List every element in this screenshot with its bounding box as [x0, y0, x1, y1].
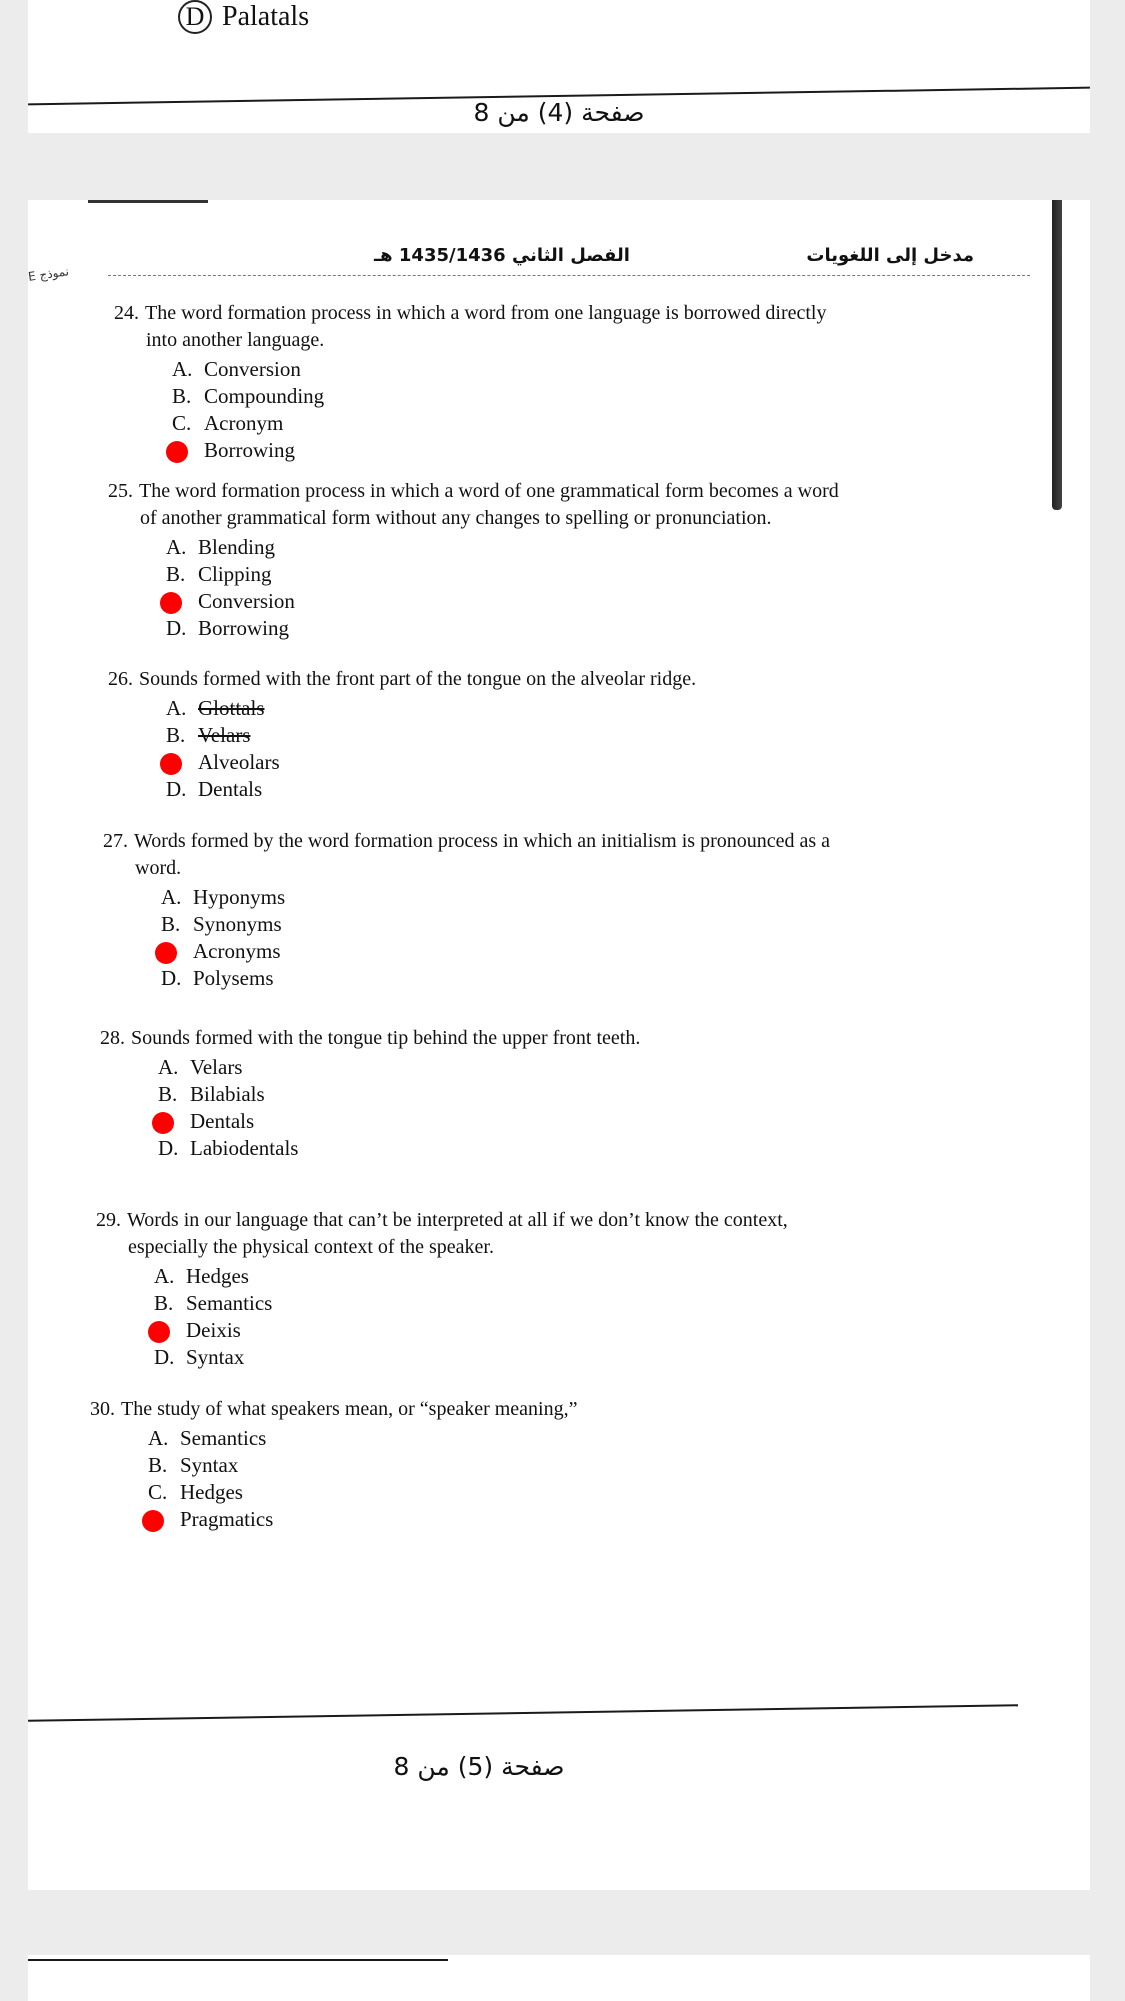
option-letter: B. [166, 562, 186, 586]
answer-option[interactable] [166, 588, 988, 615]
footer-rule [28, 1704, 1018, 1722]
option-text: Synonyms [193, 912, 282, 936]
answer-option[interactable] [166, 695, 988, 722]
answer-option[interactable] [172, 356, 994, 383]
option-text: Clipping [198, 562, 272, 586]
answer-option[interactable] [166, 561, 988, 588]
answer-option[interactable] [148, 1425, 970, 1452]
scan-mark [88, 200, 208, 203]
option-text: Borrowing [204, 438, 295, 462]
option-letter: D. [158, 1136, 179, 1160]
option-letter: B. [148, 1453, 168, 1477]
option-text: Pragmatics [180, 1507, 274, 1531]
option-letter: A. [154, 1264, 175, 1288]
selected-answer-mark [160, 592, 182, 614]
selected-answer-mark [155, 942, 177, 964]
option-text: Conversion [198, 589, 295, 613]
next-page [28, 1955, 1090, 2001]
course-title: مدخل إلى اللغويات [800, 245, 980, 266]
answer-options [166, 695, 988, 803]
question-text-continued: of another grammatical form without any changes to spelling or pronunciation. [140, 507, 772, 529]
answer-option[interactable] [166, 615, 988, 642]
option-letter: A. [166, 535, 187, 559]
question-stem [100, 1025, 980, 1052]
option-text: Compounding [204, 384, 325, 408]
question-24 [114, 300, 994, 464]
answer-option[interactable] [161, 884, 983, 911]
question-stem [108, 666, 988, 693]
question-number: 25. [108, 480, 133, 502]
option-letter: A. [161, 885, 182, 909]
option-text: Syntax [180, 1453, 239, 1477]
page-number-footer: صفحة (4) من 8 [473, 98, 645, 127]
question-number: 28. [100, 1027, 125, 1049]
answer-option[interactable] [148, 1452, 970, 1479]
answer-option[interactable] [158, 1054, 980, 1081]
question-text-continued: especially the physical context of the speaker. [128, 1236, 494, 1258]
answer-option[interactable] [158, 1135, 980, 1162]
answer-option[interactable] [172, 383, 994, 410]
question-number: 29. [96, 1209, 121, 1231]
selected-answer-mark [148, 1321, 170, 1343]
option-text: Hedges [180, 1480, 243, 1504]
option-text: Syntax [186, 1345, 245, 1369]
answer-option[interactable] [166, 534, 988, 561]
previous-page [28, 0, 1090, 133]
option-text: Palatals [222, 1, 310, 32]
option-text: Velars [190, 1055, 243, 1079]
option-letter: A. [148, 1426, 169, 1450]
option-letter: D. [161, 966, 182, 990]
answer-option[interactable] [166, 749, 988, 776]
question-text: Sounds formed with the tongue tip behind the upper front teeth. [131, 1027, 641, 1049]
question-26 [108, 666, 988, 803]
question-stem [114, 300, 994, 354]
option-text: Dentals [190, 1109, 255, 1133]
question-number: 27. [103, 830, 128, 852]
question-text: Sounds formed with the front part of the tongue on the alveolar ridge. [139, 668, 697, 690]
answer-option[interactable] [154, 1290, 976, 1317]
option-text: Semantics [186, 1291, 273, 1315]
option-text: Dentals [198, 777, 263, 801]
next-page-rule [28, 1959, 448, 1961]
question-stem [96, 1207, 976, 1261]
answer-option[interactable] [161, 911, 983, 938]
option-text: Conversion [204, 357, 301, 381]
option-letter: B. [158, 1082, 178, 1106]
option-text: Acronym [204, 411, 284, 435]
option-text: Acronyms [193, 939, 281, 963]
question-text: Words formed by the word formation process in which an initialism is pronounced as a [134, 830, 831, 852]
option-text: Velars [198, 723, 251, 747]
header-rule [108, 275, 1030, 276]
option-text: Semantics [180, 1426, 267, 1450]
option-text: Polysems [193, 966, 274, 990]
answer-option[interactable] [158, 1108, 980, 1135]
answer-option[interactable] [172, 410, 994, 437]
answer-option[interactable] [172, 437, 994, 464]
question-number: 30. [90, 1398, 115, 1420]
semester-label: الفصل الثاني 1435/1436 هـ [368, 245, 636, 266]
page-header [28, 245, 1090, 285]
answer-options [172, 356, 994, 464]
exam-page [28, 200, 1090, 1890]
question-text: The word formation process in which a word from one language is borrowed directly [145, 302, 827, 324]
question-text: The study of what speakers mean, or “speaker meaning,” [121, 1398, 578, 1420]
option-letter: A. [166, 696, 187, 720]
selected-answer-mark [160, 753, 182, 775]
selected-answer-mark [152, 1112, 174, 1134]
answer-options [154, 1263, 976, 1371]
answer-option[interactable] [166, 722, 988, 749]
answer-option[interactable] [158, 1081, 980, 1108]
question-text: The word formation process in which a word of one grammatical form becomes a word [139, 480, 839, 502]
answer-options [166, 534, 988, 642]
selected-answer-mark [166, 441, 188, 463]
question-25 [108, 478, 988, 642]
form-label: نموذج E [27, 264, 70, 284]
option-letter: B. [154, 1291, 174, 1315]
question-stem [90, 1396, 970, 1423]
option-text: Labiodentals [190, 1136, 299, 1160]
option-text: Hedges [186, 1264, 249, 1288]
answer-option[interactable] [154, 1317, 976, 1344]
question-text-continued: into another language. [146, 329, 325, 351]
question-27 [103, 828, 983, 992]
answer-option[interactable] [161, 965, 983, 992]
answer-option[interactable] [148, 1506, 970, 1533]
option-text: Borrowing [198, 616, 289, 640]
option-text: Deixis [186, 1318, 241, 1342]
question-29 [96, 1207, 976, 1371]
option-letter: D. [154, 1345, 175, 1369]
option-text: Alveolars [198, 750, 280, 774]
answer-option[interactable] [166, 776, 988, 803]
question-text-continued: word. [135, 857, 182, 879]
question-30 [90, 1396, 970, 1533]
option-letter: C. [148, 1480, 168, 1504]
answer-option[interactable] [154, 1344, 976, 1371]
option-letter: B. [172, 384, 192, 408]
question-stem [103, 828, 983, 882]
option-letter: A. [158, 1055, 179, 1079]
answer-option[interactable] [154, 1263, 976, 1290]
option-letter: D. [166, 616, 187, 640]
option-text: Glottals [198, 696, 265, 720]
answer-options [158, 1054, 980, 1162]
question-number: 26. [108, 668, 133, 690]
previous-page-last-option [178, 0, 309, 34]
option-text: Hyponyms [193, 885, 286, 909]
option-letter: B. [161, 912, 181, 936]
answer-option[interactable] [148, 1479, 970, 1506]
answer-options [148, 1425, 970, 1533]
page-number-footer: صفحة (5) من 8 [393, 1752, 565, 1781]
question-number: 24. [114, 302, 139, 324]
option-letter: C. [172, 411, 192, 435]
question-stem [108, 478, 988, 532]
question-text: Words in our language that can’t be interpreted at all if we don’t know the context, [127, 1209, 788, 1231]
option-text: Bilabials [190, 1082, 265, 1106]
option-letter: B. [166, 723, 186, 747]
option-letter: D. [166, 777, 187, 801]
option-letter: D [178, 0, 212, 34]
answer-option[interactable] [161, 938, 983, 965]
answer-options [161, 884, 983, 992]
option-text: Blending [198, 535, 275, 559]
option-letter: A. [172, 357, 193, 381]
selected-answer-mark [142, 1510, 164, 1532]
question-28 [100, 1025, 980, 1162]
